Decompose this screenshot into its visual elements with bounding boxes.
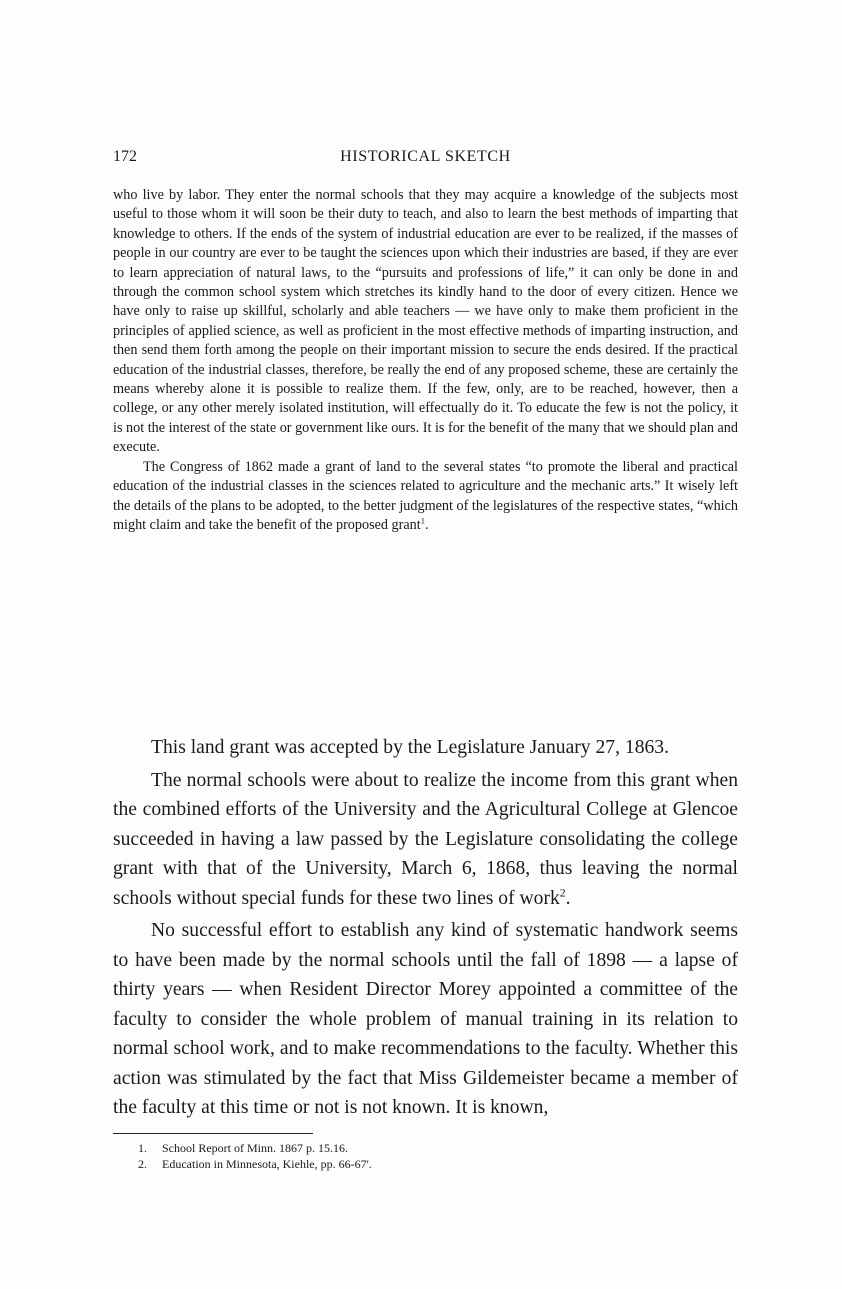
punctuation: . [565, 887, 571, 909]
footnote-divider [113, 1133, 313, 1134]
page-header [113, 148, 738, 172]
footnote-ref: 1 [420, 515, 425, 526]
punctuation: . [424, 516, 429, 533]
paragraph-text: This land grant was accepted by the Legislature January 27, 1863. [151, 737, 669, 758]
paragraph-text: No successful effort to establish any kind of systematic handwork seems to have been made by the normal schools until the fall of 1898 — a lapse of thirty years — when Resident Director Morey appointed a committee of the faculty to consider the whole problem of manual training in its relation to normal school work, and to make recommendations to the faculty. Whether this action was stimulated by the fact that Miss Gildemeister became a member of the faculty at this time or not is not known. It is known, [113, 920, 738, 1118]
footnote-number: 2. [138, 1157, 147, 1171]
paragraph [113, 186, 738, 458]
footnote-text: Education in Minnesota, Kiehle, pp. 66-67'. [162, 1157, 372, 1171]
paragraph [113, 766, 738, 914]
paragraph-text: who live by labor. They enter the normal schools that they may acquire a knowledge of the subjects most useful to those whom it will soon be their duty to teach, and also to learn the best methods of imparting that knowledge to others. If the ends of the system of industrial education are ever to be realized, if the masses of people in our country are ever to be taught the sciences upon which their industries are based, if they are ever to learn appreciation of natural laws, to the “pursuits and professions of life,” it can only be done in and through the common school system which stretches its kindly hand to the door of every citizen. Hence we have only to raise up skillful, scholarly and able teachers — we have only to make them proficient in the principles of applied science, as well as proficient in the most effective methods of imparting instruction, and then send them forth among the people on their important mission to secure the ends desired. If the practical education of the industrial classes, therefore, be really the end of any proposed scheme, these are certainly the means whereby alone it is possible to realize them. If the few, only, are to be reached, however, then a college, or any other merely isolated institution, will effectually do it. To educate the few is not the policy, it is not the interest of the state or government like ours. It is for the benefit of the many that we should plan and execute. [113, 187, 738, 456]
footnote [138, 1140, 372, 1156]
body-small-text [113, 186, 738, 535]
page-number: 172 [113, 148, 137, 165]
footnote-ref: 2 [559, 885, 566, 899]
paragraph [113, 916, 738, 1123]
paragraph-text: The normal schools were about to realize the income from this grant when the combined efforts of the University and the Agricultural College at Glencoe succeeded in having a law passed by the Legislature consolidating the college grant with that of the University, March 6, 1868, thus leaving the normal schools without special funds for these two lines of work [113, 769, 738, 909]
footnote [138, 1156, 372, 1172]
paragraph-text: The Congress of 1862 made a grant of land to the several states “to promote the liberal and practical education of the industrial classes in the sciences related to agriculture and the mechanic arts.” It wisely left the details of the plans to be adopted, to the better judgment of the legislatures of the respective states, “which might claim and take the benefit of the proposed grant [113, 458, 738, 533]
paragraph [113, 733, 738, 763]
footnote-text: School Report of Minn. 1867 p. 15.16. [162, 1141, 348, 1155]
footnotes [138, 1140, 372, 1172]
footnote-number: 1. [138, 1141, 147, 1155]
paragraph [113, 458, 738, 536]
body-large-text [113, 733, 738, 1123]
running-head: HISTORICAL SKETCH [340, 148, 511, 165]
